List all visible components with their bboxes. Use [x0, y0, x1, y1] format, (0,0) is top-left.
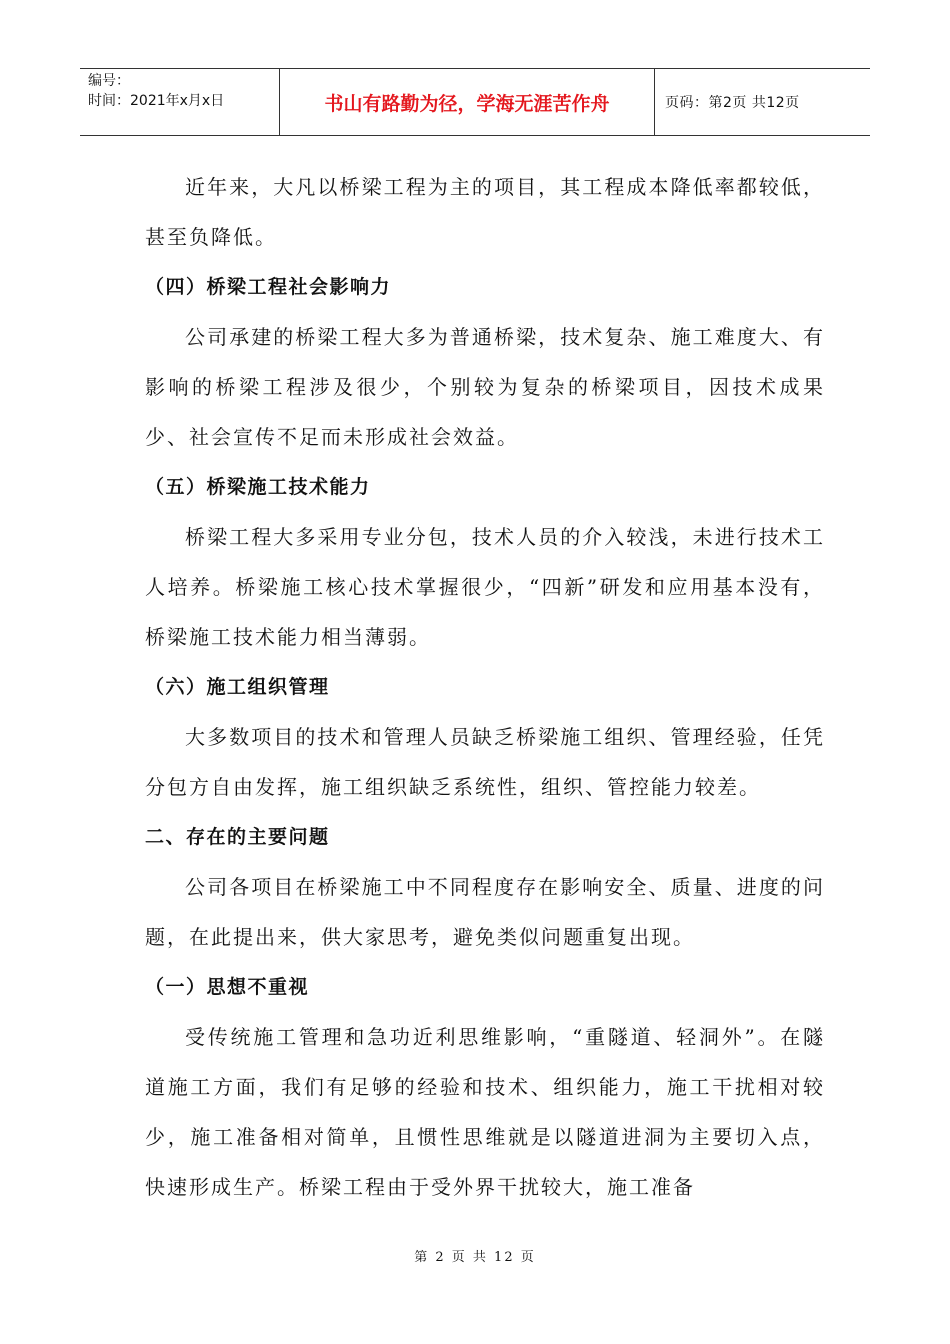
header-page-info: 页码：第2页 共12页 [665, 95, 800, 111]
paragraph: 大多数项目的技术和管理人员缺乏桥梁施工组织、管理经验，任凭分包方自由发挥，施工组织缺乏系统性，组织、管控能力较差。 [145, 725, 825, 799]
paragraph: 公司承建的桥梁工程大多为普通桥梁，技术复杂、施工难度大、有影响的桥梁工程涉及很少，个别较为复杂的桥梁项目，因技术成果少、社会宣传不足而未形成社会效益。 [145, 325, 825, 449]
section-heading: （一）思想不重视 [145, 976, 310, 998]
paragraph: 受传统施工管理和急功近利思维影响，“重隧道、轻洞外”。在隧道施工方面，我们有足够的经验和技术、组织能力，施工干扰相对较少，施工准备相对简单，且惯性思维就是以隧道进洞为主要切入点，快速形成生产。桥梁工程由于受外界干扰较大，施工准备 [145, 1025, 825, 1199]
paragraph: 桥梁工程大多采用专业分包，技术人员的介入较浅，未进行技术工人培养。桥梁施工核心技术掌握很少，“四新”研发和应用基本没有，桥梁施工技术能力相当薄弱。 [145, 525, 825, 649]
header-motto: 书山有路勤为径，学海无涯苦作舟 [280, 69, 655, 135]
page-header [80, 68, 870, 136]
paragraph: 近年来，大凡以桥梁工程为主的项目，其工程成本降低率都较低，甚至负降低。 [145, 175, 825, 249]
document-date-label: 时间：2021年x月x日 [88, 93, 225, 109]
document-body [145, 162, 825, 1212]
section-heading: （五）桥梁施工技术能力 [145, 476, 371, 498]
paragraph: 公司各项目在桥梁施工中不同程度存在影响安全、质量、进度的问题，在此提出来，供大家思考，避免类似问题重复出现。 [145, 875, 825, 949]
page-footer: 第 2 页 共 12 页 [414, 1250, 536, 1265]
section-heading: （六）施工组织管理 [145, 676, 330, 698]
section-heading: （四）桥梁工程社会影响力 [145, 276, 392, 298]
chapter-heading: 二、存在的主要问题 [145, 826, 330, 848]
header-meta [80, 69, 280, 135]
document-number-label: 编号： [88, 73, 130, 89]
